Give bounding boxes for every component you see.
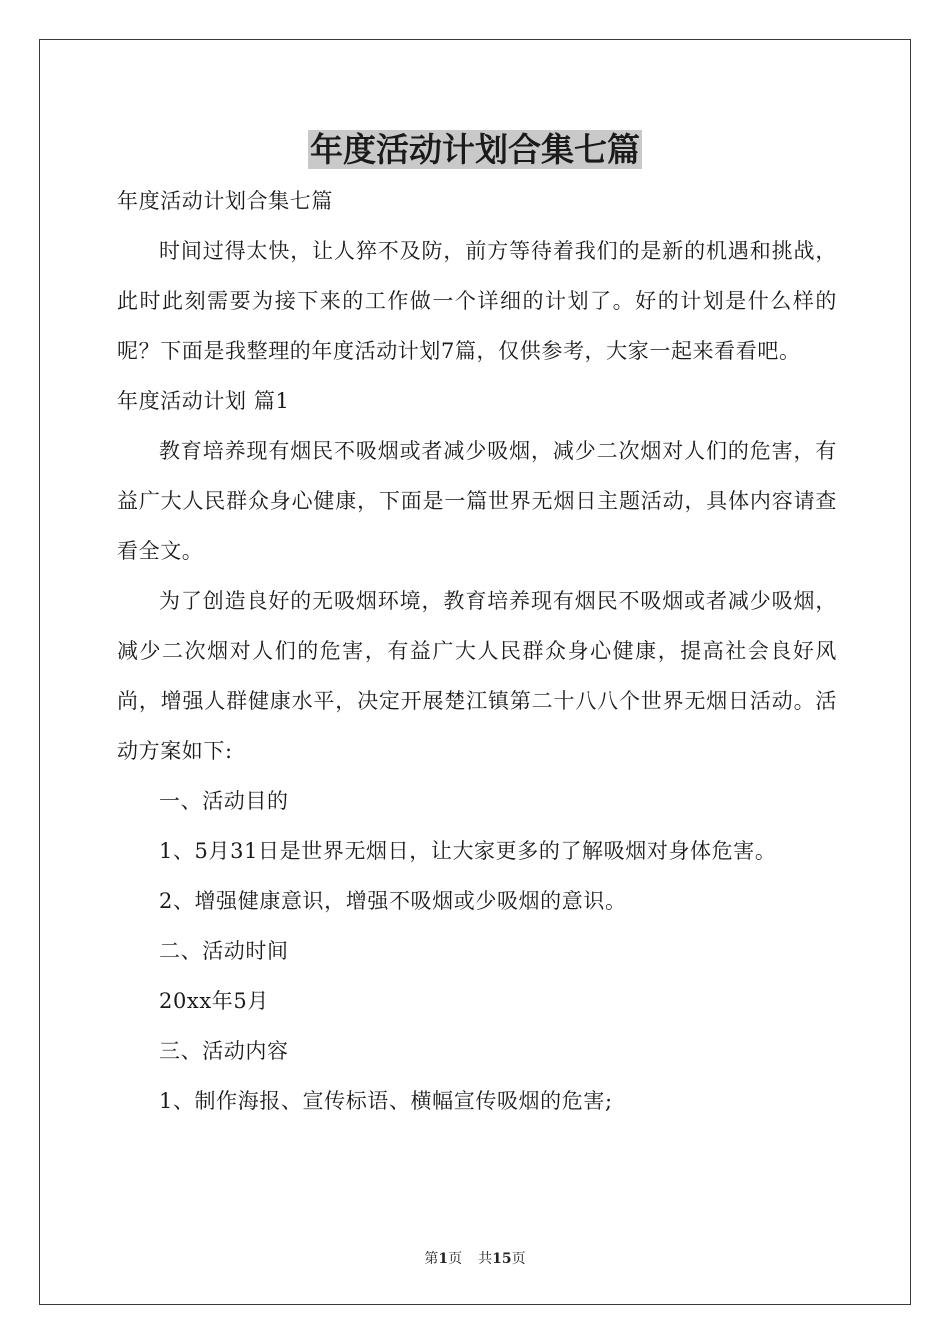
list-item: 2、增强健康意识，增强不吸烟或少吸烟的意识。 bbox=[159, 889, 627, 913]
intro-paragraph: 时间过得太快，让人猝不及防，前方等待着我们的是新的机遇和挑战，此时此刻需要为接下来的工作做一个详细的计划了。好的计划是什么样的呢？下面是我整理的年度活动计划7篇，仅供参考，大家一起来看看吧。 bbox=[117, 239, 837, 363]
subheading-time: 二、活动时间 bbox=[159, 939, 289, 963]
subheading-content: 三、活动内容 bbox=[159, 1039, 289, 1063]
body-paragraph: 教育培养现有烟民不吸烟或者减少吸烟，减少二次烟对人们的危害，有益广大人民群众身心健康，下面是一篇世界无烟日主题活动，具体内容请查看全文。 bbox=[117, 439, 837, 563]
document-title bbox=[0, 128, 950, 172]
list-item: 1、5月31日是世界无烟日，让大家更多的了解吸烟对身体危害。 bbox=[159, 839, 777, 863]
body-paragraph: 为了创造良好的无吸烟环境，教育培养现有烟民不吸烟或者减少吸烟，减少二次烟对人们的危害，有益广大人民群众身心健康，提高社会良好风尚，增强人群健康水平，决定开展楚江镇第二十八八个世界无烟日活动。活动方案如下: bbox=[117, 589, 837, 763]
time-value: 20xx年5月 bbox=[159, 989, 269, 1013]
page-suffix: 页 bbox=[448, 1251, 463, 1267]
document-title-text: 年度活动计划合集七篇 bbox=[310, 130, 640, 169]
page-prefix: 第 bbox=[424, 1251, 439, 1267]
document-subtitle: 年度活动计划合集七篇 bbox=[117, 189, 333, 213]
subheading-goal: 一、活动目的 bbox=[159, 789, 289, 813]
section-heading: 年度活动计划 篇1 bbox=[117, 389, 290, 413]
document-body bbox=[117, 176, 837, 1126]
list-item: 1、制作海报、宣传标语、横幅宣传吸烟的危害; bbox=[159, 1089, 613, 1113]
total-page-count: 15 bbox=[492, 1251, 512, 1267]
page-footer bbox=[0, 1248, 950, 1268]
total-prefix: 共 bbox=[478, 1251, 493, 1267]
total-suffix: 页 bbox=[511, 1251, 526, 1267]
current-page-number: 1 bbox=[438, 1251, 449, 1267]
